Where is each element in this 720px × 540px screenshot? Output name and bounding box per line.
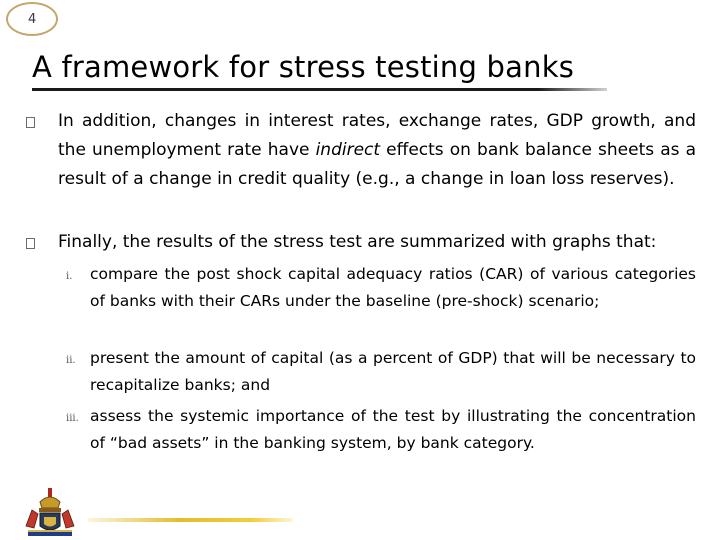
bullet-1-text-start: In addition, changes in interest rates, exchange rates, GDP growth, and the unemployment rate have	[58, 111, 696, 160]
crest-logo-icon	[22, 488, 78, 538]
subitem-marker-1: i.	[66, 271, 73, 282]
bullet-paragraph-2: Finally, the results of the stress test are summarized with graphs that:	[58, 232, 657, 252]
bullet-1-emphasis: indirect	[315, 140, 381, 160]
subitem-3: assess the systemic importance of the test by illustrating the concentration of “bad assets” in the banking system, by bank category.	[90, 407, 696, 452]
bullet-1-text-end: effects on bank balance sheets as a result of a change in credit quality (e.g., a change in loan loss reserves).	[58, 140, 696, 189]
subitem-marker-3: iii.	[66, 413, 79, 424]
subitem-2: present the amount of capital (as a percent of GDP) that will be necessary to recapitalize banks; and	[90, 349, 696, 394]
bullet-paragraph-1	[58, 107, 696, 194]
footer-divider	[88, 518, 293, 522]
slide-title: A framework for stress testing banks	[32, 50, 575, 84]
slide-number: 4	[28, 12, 37, 27]
title-underline	[32, 88, 607, 91]
bullet-box-icon	[26, 238, 35, 249]
subitem-1: compare the post shock capital adequacy ratios (CAR) of various categories of banks with their CARs under the baseline (pre-shock) scenario;	[90, 265, 696, 310]
bullet-box-icon	[26, 117, 35, 128]
subitem-marker-2: ii.	[66, 355, 76, 366]
